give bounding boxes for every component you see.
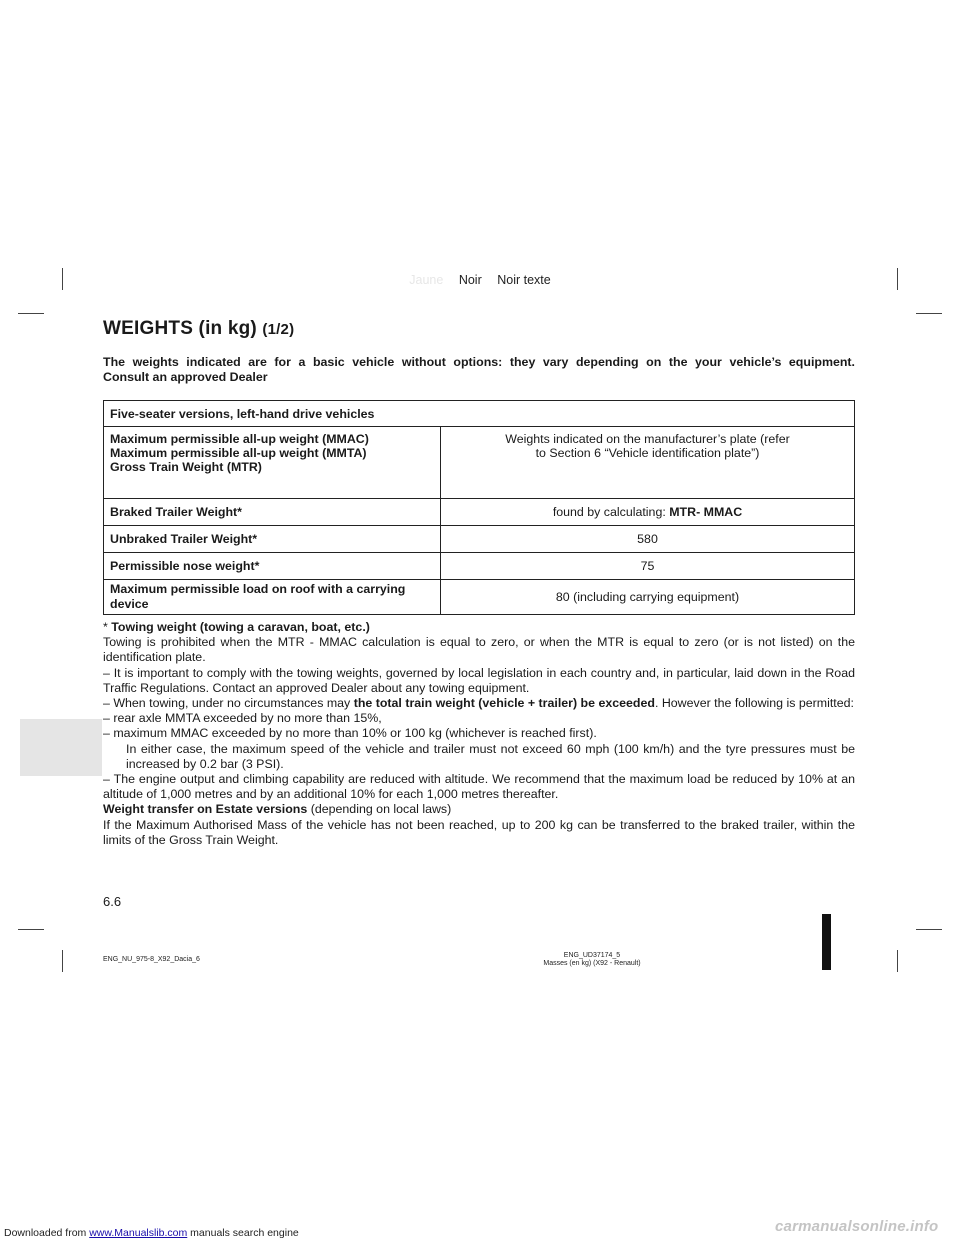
note-text: (depending on local laws): [307, 802, 452, 817]
row-value: 580: [441, 526, 855, 553]
value-prefix: found by calculating:: [552, 505, 670, 519]
table-heading-row: [104, 401, 855, 427]
row-label: Permissible nose weight*: [104, 553, 441, 580]
row-label: Unbraked Trailer Weight*: [104, 526, 441, 553]
table-row: [104, 499, 855, 526]
crop-mark: [18, 313, 44, 314]
table-row: [104, 427, 855, 499]
color-label-noir: Noir: [458, 273, 482, 287]
crop-mark: [62, 950, 63, 972]
note-paragraph: If the Maximum Authorised Mass of the vehicle has not been reached, up to 200 kg can be transferred to the braked trailer, within the limits of the Gross Train Weight.: [103, 817, 855, 847]
color-label-jaune: Jaune: [409, 273, 444, 287]
manualslib-link[interactable]: www.Manualslib.com: [89, 1227, 188, 1239]
row-value: [441, 499, 855, 526]
towing-notes: [103, 620, 855, 848]
crop-mark: [897, 950, 898, 972]
asterisk: *: [103, 620, 112, 634]
page-title-part: (1/2): [262, 321, 295, 338]
note-text: – When towing, under no circumstances may: [103, 696, 354, 711]
label-mtr: Gross Train Weight (MTR): [110, 460, 262, 474]
page-title: [103, 318, 294, 340]
note-paragraph: – It is important to comply with the towing weights, governed by local legislation in each country and, in particular, laid down in the Road Traffic Regulations. Contact an approved Dealer about any towing equipment.: [103, 665, 855, 695]
intro-text: [103, 355, 855, 385]
thumb-index-bar: [822, 914, 831, 970]
label-mmta: Maximum permissible all-up weight (MMTA): [110, 446, 367, 460]
value-line: Weights indicated on the manufacturer’s plate (refer: [505, 432, 790, 446]
crop-mark: [18, 929, 44, 930]
weights-table: [103, 400, 855, 615]
row-value: [441, 427, 855, 499]
note-paragraph: In either case, the maximum speed of the vehicle and trailer must not exceed 60 mph (100 km/h) and the tyre pressures must be increased by 0.2 bar (3 PSI).: [126, 741, 855, 771]
section-tab: [20, 719, 102, 776]
note-emphasis: the total train weight (vehicle + trailer) be exceeded: [353, 696, 655, 711]
row-value: 80 (including carrying equipment): [441, 580, 855, 615]
footer-section-code: [520, 952, 664, 968]
intro-line-2: Consult an approved Dealer: [103, 370, 268, 384]
note-paragraph: – The engine output and climbing capability are reduced with altitude. We recommend that the maximum load be reduced by 10% at an altitude of 1,000 metres and by an additional 10% for each 1,000 metres thereafter.: [103, 772, 855, 802]
download-prefix: Downloaded from: [4, 1227, 90, 1239]
color-label-noir-texte: Noir texte: [497, 273, 551, 287]
page-title-main: WEIGHTS (in kg): [103, 318, 257, 339]
note-paragraph: – rear axle MMTA exceeded by no more than 15%,: [103, 711, 382, 726]
watermark: carmanualsonline.info: [775, 1218, 939, 1235]
table-row: [104, 580, 855, 615]
estate-heading: Weight transfer on Estate versions: [103, 802, 308, 817]
table-row: [104, 553, 855, 580]
crop-mark: [916, 929, 942, 930]
table-row: [104, 526, 855, 553]
footer-doc-code: ENG_NU_975-8_X92_Dacia_6: [103, 956, 200, 963]
note-paragraph: – maximum MMAC exceeded by no more than 10% or 100 kg (whichever is reached first).: [103, 726, 597, 741]
towing-heading-line: [103, 620, 855, 635]
page-number: 6.6: [103, 894, 122, 909]
label-mmac: Maximum permissible all-up weight (MMAC): [110, 432, 369, 446]
towing-heading: Towing weight (towing a caravan, boat, etc.): [111, 620, 370, 634]
row-label: Braked Trailer Weight*: [104, 499, 441, 526]
note-text: . However the following is permitted:: [654, 696, 854, 711]
value-line: to Section 6 “Vehicle identification plate”): [535, 446, 760, 460]
value-formula: MTR- MMAC: [669, 505, 743, 519]
download-suffix: manuals search engine: [187, 1227, 299, 1239]
footer-code-line: ENG_UD37174_5: [563, 952, 621, 959]
crop-mark: [916, 313, 942, 314]
row-label: Maximum permissible load on roof with a carrying device: [104, 580, 441, 615]
row-value: 75: [441, 553, 855, 580]
intro-line-1: The weights indicated are for a basic vehicle without options: they vary depending on the your vehicle’s equipment.: [103, 355, 855, 369]
download-footer: [4, 1227, 299, 1239]
estate-heading-line: [103, 802, 855, 817]
row-label: [104, 427, 441, 499]
footer-code-line: Masses (en kg) (X92 - Renault): [543, 960, 641, 967]
print-color-labels: [0, 273, 960, 287]
table-heading: Five-seater versions, left-hand drive vehicles: [104, 401, 855, 427]
note-paragraph: Towing is prohibited when the MTR - MMAC calculation is equal to zero, or when the MTR is equal to zero (or is not listed) on the identification plate.: [103, 635, 855, 665]
note-paragraph: [103, 696, 855, 711]
